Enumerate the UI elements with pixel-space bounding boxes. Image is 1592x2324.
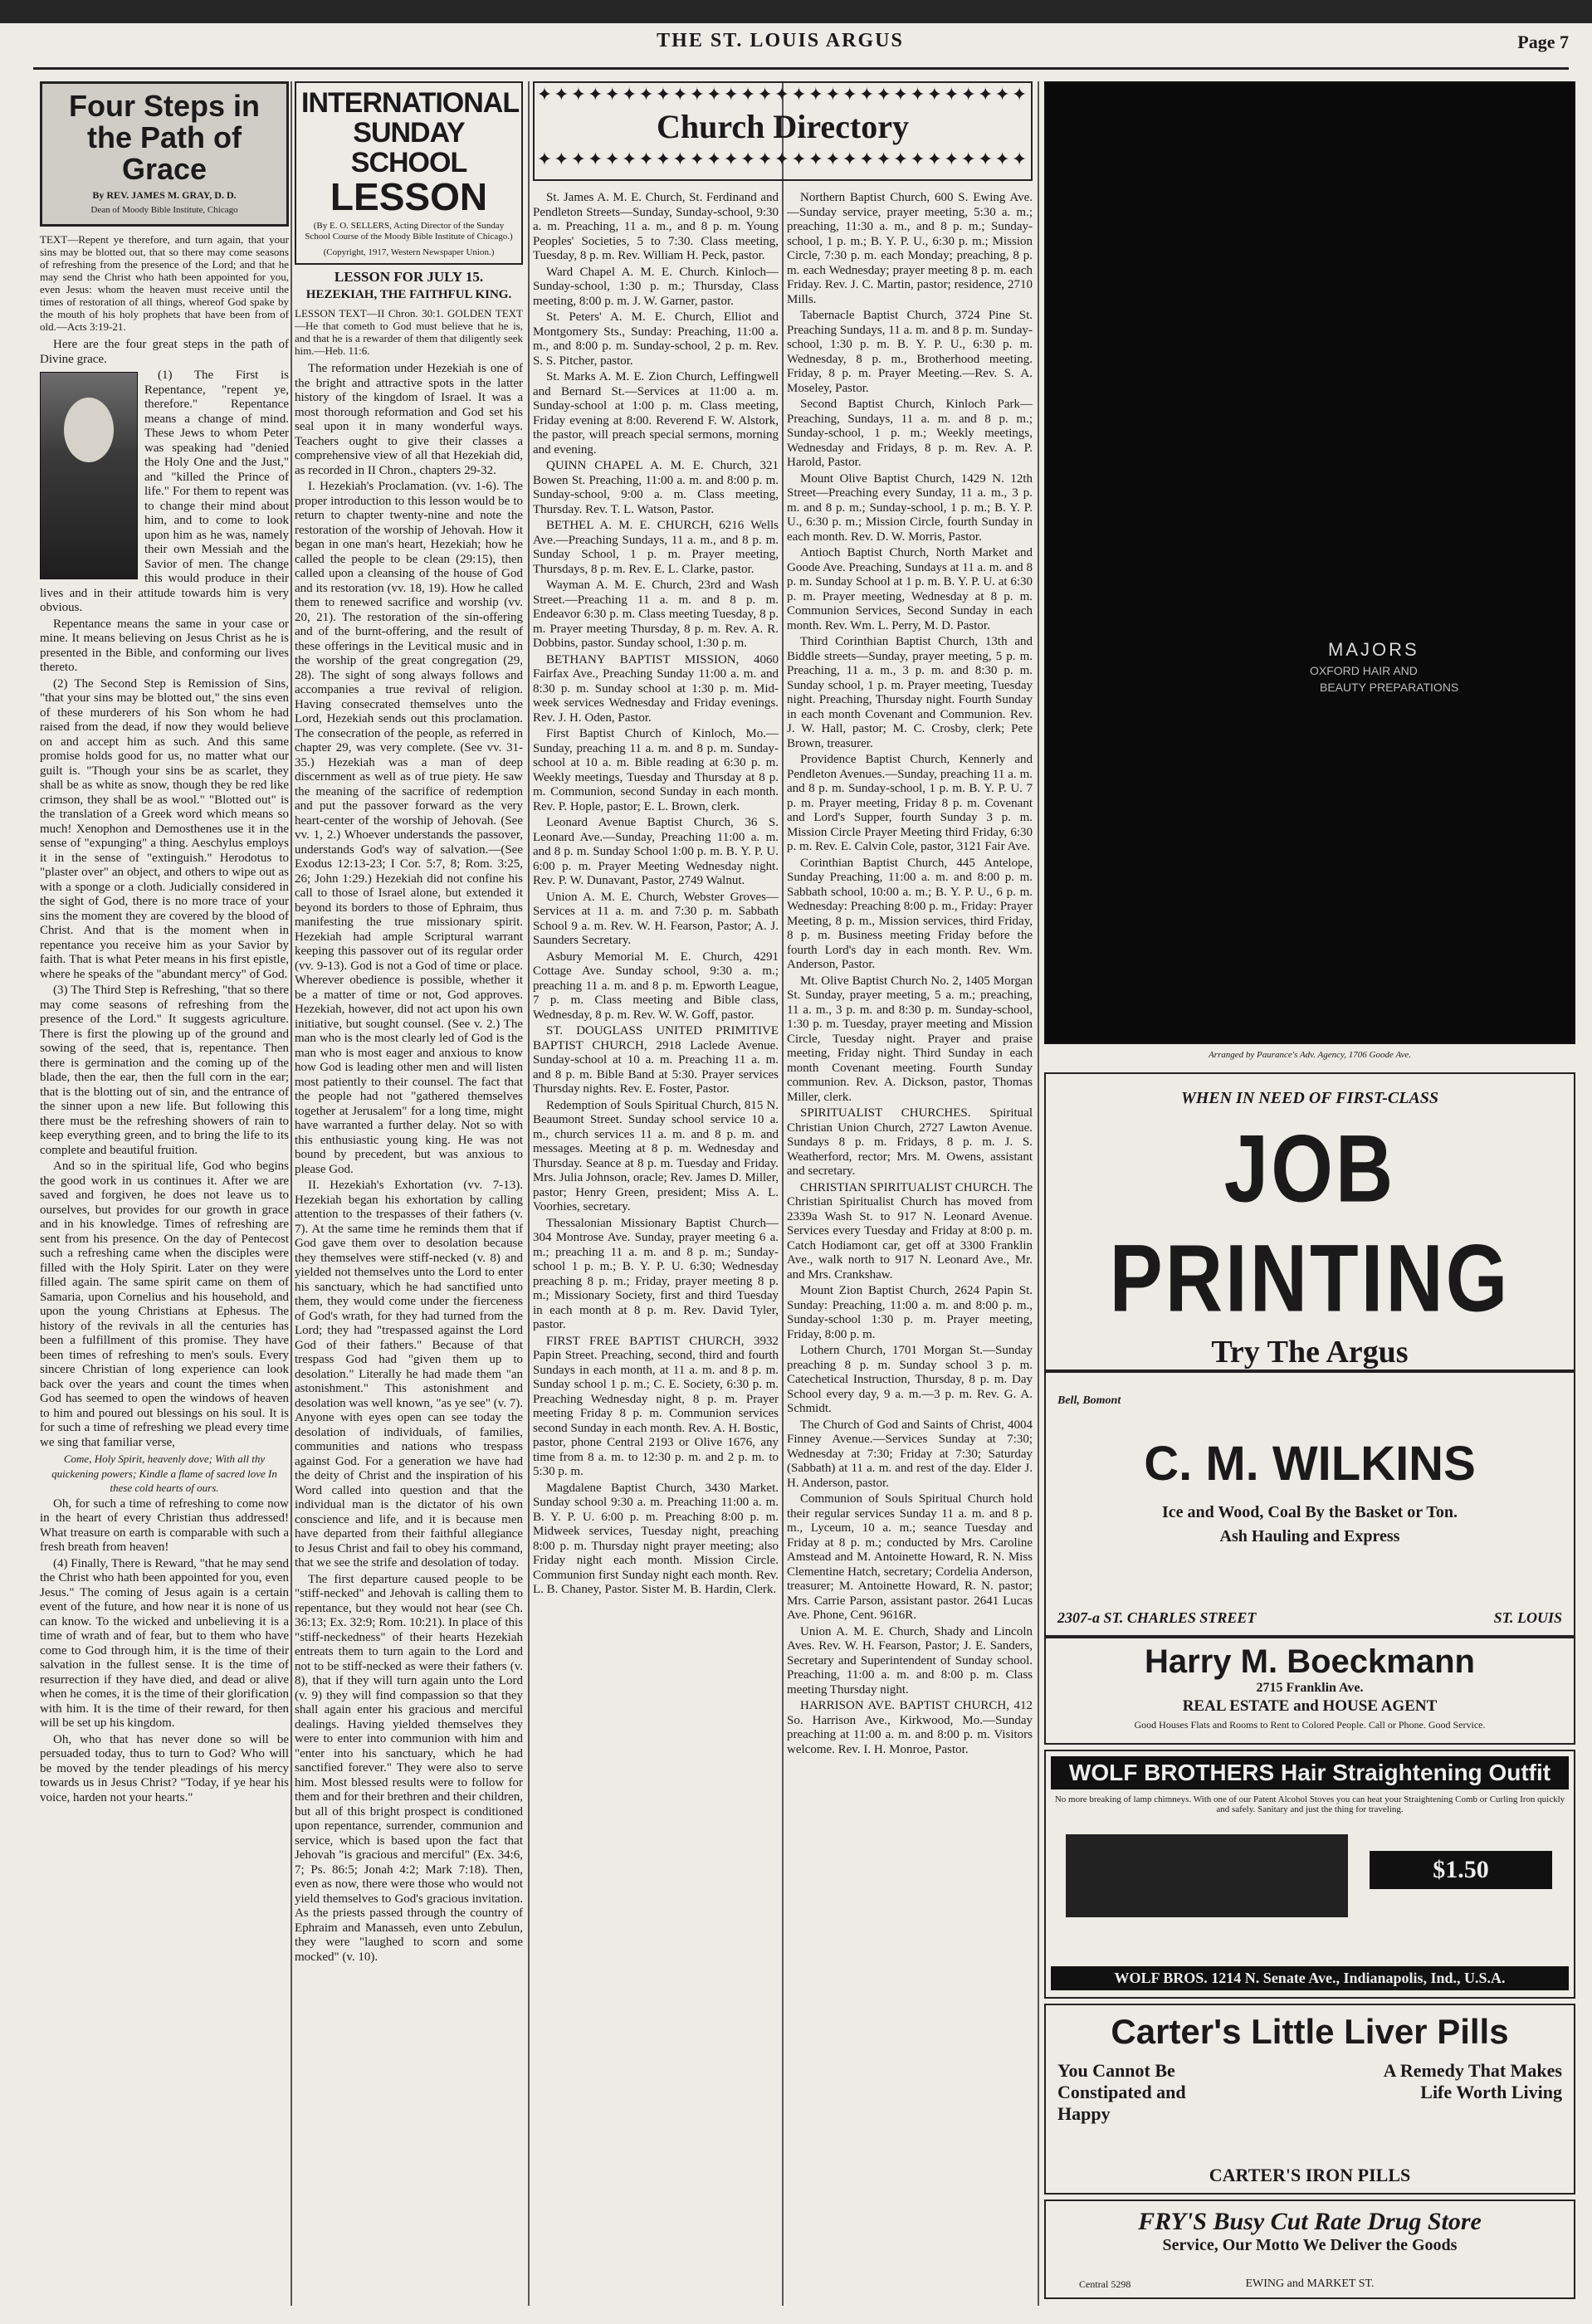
frys-title: FRY'S Busy Cut Rate Drug Store bbox=[1138, 2208, 1482, 2235]
wilkins-ad bbox=[1044, 1371, 1575, 1637]
frys-slogan: Service, Our Motto We Deliver the Goods bbox=[1162, 2236, 1458, 2254]
page-number: Page 7 bbox=[1517, 32, 1569, 52]
paragraph: (1) The First is Repentance, "repent ye, therefore." Repentance means a change of mind. These Jews to whom Peter was speaking had "denied the Holy One and the Just," and "killed the Prince of life." For them to repent was to change their mind about him, and to come to look upon him as he was, namely their own Messiah and the Savior of men. The change this would produce in their lives and in their attitude towards him is very obvious. bbox=[40, 369, 289, 614]
star-border: ✦✦✦✦✦✦✦✦✦✦✦✦✦✦✦✦✦✦✦✦✦✦✦✦✦✦✦✦✦ bbox=[536, 84, 1029, 105]
church-listing: Third Corinthian Baptist Church, 13th and Biddle streets—Sunday, prayer meeting, 5 p. m. Preaching, 11 a. m., 3 p. m. and 8:30 p. m. Sunday school, 1 p. m. Prayer meeting, Tuesday night. Preaching, Thursday night. Fourth Sunday in each month Covenant and Communion. Rev. J. W. Hall, pastor; M. C. Crosby, clerk; Pete Brown, treasurer. bbox=[787, 635, 1033, 750]
paragraph: (4) Finally, There is Reward, "that he may send the Christ who hath been appointed for you, even Jesus." The coming of Jesus again is a certain event of the future, and how near it is none of us can know. To the wicked and unbelieving it is a time of wrath and of fear, but to them who have come to God through him, it is the time of their salvation in the fullest sense. It is the time of resurrection if they have died, and dead or alive when he comes, it is the time of their glorification with him. It is the time of their reward, for then will be set up his kingdom. bbox=[40, 1556, 289, 1730]
star-border: ✦✦✦✦✦✦✦✦✦✦✦✦✦✦✦✦✦✦✦✦✦✦✦✦✦✦✦✦✦ bbox=[536, 149, 1029, 169]
lesson-text: LESSON TEXT—II Chron. 30:1. GOLDEN TEXT—He that cometh to God must believe that he is, and that he is a rewarder of them that diligently seek him.—Heb. 11:6. bbox=[295, 307, 523, 357]
wilkins-line: Ash Hauling and Express bbox=[1219, 1527, 1400, 1545]
church-listing: Antioch Baptist Church, North Market and Goode Ave. Preaching, Sundays at 11 a. m. and 8 p. m. Sunday School at 1 p. m. B. Y. P. U. at 6:30 p. m. Prayer meeting, Wednesday at 8 p. m. Communion Services, Second Sunday in each month. Rev. Wm. L. Perry, M. D. Pastor. bbox=[787, 546, 1033, 632]
paragraph: Here are the four great steps in the path of Divine grace. bbox=[40, 338, 289, 366]
church-listing: Mount Zion Baptist Church, 2624 Papin St. Sunday: Preaching, 11:00 a. m. and 8:00 p. m., Sunday-school 1:30 p. m. Prayer meeting, Friday, 8:00 p. m. bbox=[787, 1284, 1033, 1341]
author-portrait bbox=[40, 372, 138, 579]
church-listing: Communion of Souls Spiritual Church hold their regular services Sunday 11 a. m. and 8 p. m., Lyceum, 10 a. m.; seance Tuesday and Friday at 8 p. m.; conducted by Mrs. Caroline Amstead and M. Antoinette Howard, R. N. Miss Clementine Hatch, secretary; Cordelia Anderson, treasurer; M. Antoinette Howard, R. N. pastor; Mrs. Carrie Parson, assistant pastor. 2641 Lucas Ave. Phone, Cent. 9616R. bbox=[787, 1492, 1033, 1622]
church-listing: Mount Olive Baptist Church, 1429 N. 12th Street—Preaching every Sunday, 11 a. m., 3 p. m. and 8 p. m.; Sunday-school, 1 p. m.; B. Y. P. U., 6:30 p. m.; Mission Circle, fourth Sunday in each month. Rev. D. W. Morris, Pastor. bbox=[787, 471, 1033, 544]
lesson-copyright: (Copyright, 1917, Western Newspaper Union.) bbox=[323, 247, 495, 257]
paper-name: THE ST. LOUIS ARGUS bbox=[657, 30, 904, 51]
frys-address: EWING and MARKET ST. bbox=[1245, 2278, 1375, 2290]
church-listing: Redemption of Souls Spiritual Church, 815 N. Beaumont Street. Sunday school service 10 a. m., church services 11 a. m. and 8 p. m. and messages. Meeting at 8 p. m. Wednesday and Thursday. Seance at 8 p. m. Tuesday and Friday. Mrs. Julia Johnson, oracle; Rev. James D. Miller, pastor; Henry Green, president; Miss A. L. Voorhies, secretary. bbox=[533, 1098, 779, 1213]
wolf-ad-description: No more breaking of lamp chimneys. With one of our Patent Alcohol Stoves you can heat your Straightening Comb or Curling Iron quickly and safely. Sanitary and just the thing for traveling. bbox=[1054, 1794, 1565, 1814]
byline: By REV. JAMES M. GRAY, D. D. bbox=[92, 189, 237, 201]
column-rule bbox=[1038, 81, 1039, 2306]
frys-phone: Central 5298 bbox=[1079, 2278, 1131, 2290]
carters-pills-ad bbox=[1044, 2004, 1575, 2195]
ad-agency-credit: Arranged by Paurance's Adv. Agency, 1706 Goode Ave. bbox=[1208, 1050, 1412, 1060]
boeckmann-ad bbox=[1044, 1637, 1575, 1745]
byline-affiliation: Dean of Moody Bible Institute, Chicago bbox=[90, 204, 238, 215]
church-listing: Union A. M. E. Church, Webster Groves—Services at 11 a. m. and 7:30 p. m. Sabbath School 9 a. m. Rev. W. H. Fearson, Pastor; A. J. Saunders Secretary. bbox=[533, 890, 779, 947]
lesson-title: HEZEKIAH, THE FAITHFUL KING. bbox=[305, 287, 512, 301]
article-title: Four Steps in the Path of Grace bbox=[68, 89, 260, 186]
paragraph: And so in the spiritual life, God who begins the good work in us continues it. After we are saved and forgiven, he does not leave us to ourselves, but provides for our growth in grace and in his knowledge. Times of refreshing are sent from his presence. On the day of Pentecost such a refreshing came when the disciples were filled with the Holy Spirit. Later on they were filled again. The same spirit came on them of Samaria, upon Cornelius and his household, and upon the young Christians at Ephesus. The history of the revivals in all the centuries has been a fulfillment of this promise. They have been times of refreshing to men's souls. Every sincere Christian of long experience can look back over the years and count the times when God has seemed to open the windows of heaven to him and poured out blessings on his soul. It is for such a time of refreshing we plead every time we sing that familiar verse, bbox=[40, 1160, 289, 1449]
job-ad-title: JOB PRINTING bbox=[1109, 1116, 1511, 1332]
frys-drug-store-ad bbox=[1044, 2200, 1575, 2299]
church-listing: St. James A. M. E. Church, St. Ferdinand and Pendleton Streets—Sunday, Sunday-school, 9:30 a. m. Preaching, 11 a. m., and 8 p. m. Young Peoples' Societies, 5 to 7:30. Class meeting, Tuesday, 8 p. m. Rev. William H. Peck, pastor. bbox=[533, 191, 779, 262]
boeckmann-slogan: Good Houses Flats and Rooms to Rent to Colored People. Call or Phone. Good Service. bbox=[1134, 1719, 1486, 1731]
job-printing-ad bbox=[1044, 1072, 1575, 1371]
majors-ad-title: MAJORS bbox=[1328, 639, 1419, 660]
paragraph: (2) The Second Step is Remission of Sins, "that your sins may be blotted out," the sins even of these murderers of his Son whom he had raised from the dead, if now they would believe on and accept him as such. And this same promise holds good for us, no matter what our guilt is. "Though your sins be as scarlet, they shall be as white as snow, though they be red like crimson, they shall be as wool." "Blotted out" is the translation of a Greek word which means so much! Xenophon and Demosthenes use it in the sense of "expunging" a thing. Aeschylus employs it in the sense of "extinguish." Herodotus to "plaster over" an object, and others to wipe out as with a sponge or a cloth. Judicially considered in the sight of God, there is no more trace of your sins the moment they are covered by the blood of Christ. And that is the moment when in repentance you receive him as your Savior by faith. That is what Peter means in his first epistle, where he speaks of the "abundant mercy" of God. bbox=[40, 676, 289, 981]
church-listing: St. Marks A. M. E. Zion Church, Leffingwell and Bernard St.—Services at 11:00 a. m. Sunday-school at 1:00 p. m. Class meeting, Friday evening at 8:00. Reverend F. W. Alstork, the pastor, will preach special sermons, morning and evening. bbox=[533, 370, 779, 456]
boeckmann-name: Harry M. Boeckmann bbox=[1145, 1643, 1475, 1680]
wilkins-name: C. M. WILKINS bbox=[1144, 1437, 1476, 1491]
church-listing: Northern Baptist Church, 600 S. Ewing Ave.—Sunday service, prayer meeting, 5:30 a. m.; preaching, 11:30 a. m., and 8 p. m.; Sunday-school, 1 p. m.; B. Y. P. U., 6:30 p. m.; Mission Circle, 7:30 p. m. each Monday; preaching, 8 p. m. each Wednesday; prayer meeting 8 p. m. each Friday. Rev. J. C. Martin, pastor; residence, 2710 Mills. bbox=[787, 191, 1033, 306]
church-listing: Wayman A. M. E. Church, 23rd and Wash Street.—Preaching 11 a. m. and 8 p. m. Endeavor 6:30 p. m. Class meeting Tuesday, 8 p. m. Prayer meeting Thursday, 8 p. m. Rev. A. R. Dobbins, pastor. Sunday school, 1:30 p. m. bbox=[533, 579, 779, 650]
wilkins-city: ST. LOUIS bbox=[1493, 1609, 1562, 1626]
church-listing: FIRST FREE BAPTIST CHURCH, 3932 Papin Street. Preaching, second, third and fourth Sundays in each month, at 11 a. m. and 8 p. m. Sunday school 1 p. m.; C. E. Society, 6:30 p. m. Preaching Wednesday night, 8 p. m. Prayer meeting Friday 8 p. m. Communion services second Sunday in each month. Rev. A. H. Bostic, pastor, phone Central 2193 or Olive 1676, any time from 8 a. m. to 12:30 p. m. and 2 p. m. to 5:30 p. m. bbox=[533, 1334, 779, 1478]
church-listing: HARRISON AVE. BAPTIST CHURCH, 412 So. Harrison Ave., Kirkwood, Mo.—Sunday preaching at 11:00 a. m. and 8:00 p. m. Visitors welcome. Rev. I. H. Monroe, Pastor. bbox=[787, 1699, 1033, 1756]
article-four-steps bbox=[40, 81, 289, 2306]
church-listing: Ward Chapel A. M. E. Church. Kinloch—Sunday-school, 1:30 p. m.; Thursday, Class meeting, 8:00 p. m. J. W. Garner, pastor. bbox=[533, 265, 779, 308]
article-sunday-school bbox=[295, 81, 523, 2306]
church-listing: Asbury Memorial M. E. Church, 4291 Cottage Ave. Sunday school, 9:30 a. m.; preaching 11 a. m. and 8 p. m. Epworth League, 7 p. m. Class meeting and Bible class, Wednesday, 8 p. m. Rev. W. W. Goff, pastor. bbox=[533, 950, 779, 1022]
comb-illustration bbox=[1066, 1834, 1348, 1917]
paragraph: Repentance means the same in your case or mine. It means believing on Jesus Christ as he is presented in the Bible, and conforming our lives thereto. bbox=[40, 617, 289, 674]
column-rule bbox=[782, 81, 784, 2306]
church-listing: Leonard Avenue Baptist Church, 36 S. Leonard Ave.—Sunday, Preaching 11:00 a. m. and 8 p. m. Sunday School 1:00 p. m. B. Y. P. U. 6:00 p. m. Prayer Meeting Wednesday night. Rev. P. W. Dunavant, Pastor, 2749 Walnut. bbox=[533, 816, 779, 887]
column-rule bbox=[528, 81, 530, 2306]
paragraph: (3) The Third Step is Refreshing, "that so there may come seasons of refreshing from the presence of the Lord." It suggests agriculture. There is first the plowing up of the ground and sowing of the seed, that is, repentance. Then there is germination and the coming up of the blade, then the ear, then the full corn in the ear; that is the blotting out of sin, and the entrance of the sinner upon a new life. But following this there must be the refreshing showers of rain to keep everything green, and to bring the life to its complete and beautiful fruition. bbox=[40, 984, 289, 1157]
church-listing: Second Baptist Church, Kinloch Park—Preaching, Sundays, 11 a. m. and 8 p. m.; Sunday-school, 1 p. m.; Weekly meetings, Wednesday and Fridays, 8 p. m. Rev. A. P. Harold, Pastor. bbox=[787, 398, 1033, 469]
church-listing: ST. DOUGLASS UNITED PRIMITIVE BAPTIST CHURCH, 2918 Laclede Avenue. Sunday-school at 10 a. m. Preaching 11 a. m. and 8 p. m. Bible Band at 5:30. Prayer services Thursday nights. Rev. E. Foster, Pastor. bbox=[533, 1024, 779, 1096]
paragraph: II. Hezekiah's Exhortation (vv. 7-13). Hezekiah began his exhortation by calling attention to the trespasses of their fathers (v. 7). At the same time he reminds them that if God gave them over to desolation because they themselves were stiff-necked (v. 8) and yielded not themselves unto the Lord to enter his sanctuary, which he had sanctified unto them, they would come under the fierceness of God's wrath, for they had turned from the Lord; they had "trespassed against the Lord God of their fathers." Because of that trespass God had "given them up to desolation." Literally he had made them "an astonishment." This astonishment and desolation was well known, "as ye see" (v. 7). Anyone with eyes open can see today the desolation of individuals, of families, communities and nations who trespass against God. For a generation we have had the deity of Christ and the inspiration of his Word called into question and that the individual man is the dictator of his own conscience and life, and it is because men have departed from their faithful allegiance to Jesus Christ and fail to obey his command, that we see the strife and desolation of today. bbox=[295, 1179, 523, 1570]
church-listing: BETHEL A. M. E. CHURCH, 6216 Wells Ave.—Preaching Sundays, 11 a. m., and 8 p. m. Sunday School, 1 p. m. Prayer meeting, Thursdays, 8 p. m. Rev. E. L. Clarke, pastor. bbox=[533, 519, 779, 576]
paragraph: Oh, who that has never done so will be persuaded today, thus to turn to God? Who will be moved by the tender pleadings of his mercy towards us in Jesus Christ? "Today, if ye hear his voice, harden not your hearts." bbox=[40, 1732, 289, 1804]
paragraph: Oh, for such a time of refreshing to come now in the heart of every Christian thus addressed! What treasure on earth is comparable with such a fresh breath from heaven! bbox=[40, 1496, 289, 1554]
majors-ad-line: OXFORD HAIR AND bbox=[1310, 664, 1418, 677]
lesson-header-sunday-school: SUNDAY SCHOOL bbox=[350, 117, 467, 178]
carters-iron-pills: CARTER'S IRON PILLS bbox=[1209, 2165, 1411, 2185]
church-listing: Corinthian Baptist Church, 445 Antelope, Sunday Preaching, 11:00 a. m. and 8:00 p. m. Sabbath school, 10:00 a. m.; B. Y. P. U., 6 p. m. Wednesday: Preaching 8:00 p. m., Friday: Prayer Meeting, 8 p. m., Mission services, third Friday, 8 p. m. Business meeting Friday before the fourth Lord's day in each month. Rev. Wm. Anderson, Pastor. bbox=[787, 856, 1033, 971]
church-listing: Thessalonian Missionary Baptist Church—304 Montrose Ave. Sunday, prayer meeting 6 a. m.; preaching 11 a. m. and 8 p. m.; Sunday-school 1 p. m.; B. Y. P. U. 6:30; Wednesday preaching 8 p. m.; Friday, prayer meeting 8 p. m.; Missionary Society, first and third Tuesday in each month at 8 p. m. Rev. David Tyler, pastor. bbox=[533, 1216, 779, 1331]
church-listing: SPIRITUALIST CHURCHES. Spiritual Christian Union Church, 2727 Lawton Avenue. Sundays 8 p. m. Fridays, 8 p. m. J. S. Weatherford, rector; Mrs. M. Owens, assistant and secretary. bbox=[787, 1106, 1033, 1178]
church-listing: Magdalene Baptist Church, 3430 Market. Sunday school 9:30 a. m. Preaching 11:00 a. m. B. Y. P. U. 6:00 p. m. Preaching 8:00 p. m. Midweek services, Tuesday night, preaching 8:00 p. m. Thursday night prayer meeting; also Friday night each month. Mission Circle. Communion first Sunday night each month. Rev. L. B. Chaney, Pastor. Sister M. B. Hardin, Clerk. bbox=[533, 1481, 779, 1596]
lesson-header-lesson: LESSON bbox=[330, 175, 488, 218]
majors-ad-line: BEAUTY PREPARATIONS bbox=[1320, 681, 1459, 694]
wilkins-address: 2307-a ST. CHARLES STREET bbox=[1057, 1609, 1257, 1626]
church-listing: Tabernacle Baptist Church, 3724 Pine St. Preaching Sundays, 11 a. m. and 8 p. m. Sunday-school, 1:30 p. m. B. Y. P. U., 6:30 p. m. Wednesday, 8 p. m., Brotherhood meeting. Friday, 8 p. m. Prayer Meeting.—Rev. S. A. Moseley, Pastor. bbox=[787, 309, 1033, 395]
lesson-header-international: INTERNATIONAL bbox=[301, 87, 520, 119]
job-ad-tagline: Try The Argus bbox=[1211, 1335, 1409, 1370]
carters-left-text: You Cannot Be Constipated and Happy bbox=[1057, 2060, 1186, 2124]
church-listing: First Baptist Church of Kinloch, Mo.—Sunday, preaching 11 a. m. and 8 p. m. Sunday-school at 10 a. m. Bible reading at 6:30 p. m. Weekly meetings, Tuesday and Thursday at 8 p. m. Communion, second Sunday in each month. Rev. P. Hople, pastor; E. L. Brown, clerk. bbox=[533, 727, 779, 813]
wilkins-phone: Bell, Bomont bbox=[1057, 1394, 1121, 1407]
article-title-box bbox=[40, 81, 289, 227]
job-ad-heading: WHEN IN NEED OF FIRST-CLASS bbox=[1180, 1089, 1439, 1107]
church-listing: Union A. M. E. Church, Shady and Lincoln Aves. Rev. W. H. Fearson, Pastor; J. E. Sanders, Secretary and Superintendent of Sunday school. Preaching, 11:00 a. m. and 8:00 p. m. Class meeting Thursday night. bbox=[787, 1624, 1033, 1697]
church-listing: Lothern Church, 1701 Morgan St.—Sunday preaching 8 p. m. Sunday school 3 p. m. Catechetical Instruction, Thursday, 8 p. m. Day School every day, 9 a. m.—3 p. m. Rev. G. A. Schmidt. bbox=[787, 1344, 1033, 1415]
church-directory-header bbox=[533, 81, 1033, 181]
scripture-text: TEXT—Repent ye therefore, and turn again, that your sins may be blotted out, that so there may come seasons of refreshing from the presence of the Lord; and that he may send the Christ who hath been appointed for you, even Jesus: whom the heaven must receive until the times of restoration of all things, whereof God spake by the mouth of his holy prophets that have been from of old.—Acts 3:19-21. bbox=[40, 233, 289, 333]
boeckmann-business: REAL ESTATE and HOUSE AGENT bbox=[1182, 1697, 1438, 1715]
majors-ad-photo bbox=[1044, 81, 1575, 1044]
church-listing: The Church of God and Saints of Christ, 4004 Finney Avenue.—Services Sunday at 7:30; Wednesday at 7:30; Friday at 7:30; Saturday (Sabbath) at 11 a. m. and rest of the day. Elder J. H. Anderson, pastor. bbox=[787, 1418, 1033, 1490]
church-listing: St. Peters' A. M. E. Church, Elliot and Montgomery Sts., Sunday: Preaching, 11:00 a. m., and 8:00 p. m. Sunday-school, 2 p. m. Rev. S. S. Pitcher, pastor. bbox=[533, 310, 779, 368]
wolf-ad-title: WOLF BROTHERS Hair Straightening Outfit bbox=[1051, 1756, 1569, 1789]
paragraph: The first departure caused people to be "stiff-necked" and Jehovah is calling them to repentance, but they would not hear (see Ch. 36:13; Ex. 32:9; Rom. 10:21). In place of this "stiff-neckedness" of their hearts Hezekiah entreats them to turn again to the Lord and not to be stiff-necked as were their fathers (v. 8), that if they will turn again unto the Lord (v. 9) they will find compassion so that they shall again enter his gracious and merciful dealings. Having yielded themselves they were to enter into communion with him and "enter into his sanctuary, which he had sanctified forever." They were also to serve him. Most blessed results were to follow for them and for their brethren and their children, but all of this bright prospect is conditioned upon repentance, surrender, communion and service, which is based upon the fact that Jehovah "is gracious and merciful" (Ex. 34:6, 7; Ps. 86:5; Jonah 4:2; Mark 7:18). Then, even as now, there were those who would not yield themselves to God's gracious invitation. As the priests passed through the country of Ephraim and Manasseh, even unto Zebulun, they were "laughed to scorn and some mocked" (v. 10). bbox=[295, 1572, 523, 1964]
boeckmann-address: 2715 Franklin Ave. bbox=[1256, 1681, 1364, 1695]
church-directory-title: Church Directory bbox=[656, 108, 910, 145]
scan-top-edge bbox=[0, 0, 1592, 23]
masthead bbox=[33, 23, 1569, 70]
wolf-ad-address: WOLF BROS. 1214 N. Senate Ave., Indianapolis, Ind., U.S.A. bbox=[1051, 1966, 1569, 1990]
wolf-brothers-ad bbox=[1044, 1750, 1575, 1999]
lesson-header bbox=[295, 81, 523, 265]
verse: Come, Holy Spirit, heavenly dove; With all thy quickening powers; Kindle a flame of sacred love In these cold hearts of ours. bbox=[51, 1452, 277, 1494]
church-listing: QUINN CHAPEL A. M. E. Church, 321 Bowen St. Preaching, 11:00 a. m. and 8:00 p. m. Sunday-school, 9:00 a. m. Class meeting, Thursday. Rev. T. L. Watson, Pastor. bbox=[533, 459, 779, 516]
church-listing: BETHANY BAPTIST MISSION, 4060 Fairfax Ave., Preaching Sunday 11:00 a. m. and 8:30 p. m. Sunday school at 1:30 p. m. Mid-week services Wednesday and Friday evenings. Rev. J. H. Oden, Pastor. bbox=[533, 652, 779, 725]
paragraph: I. Hezekiah's Proclamation. (vv. 1-6). The proper introduction to this lesson would be to return to chapter twenty-nine and note the restoration of the worship of Jehovah. How it began in one man's heart, Hezekiah; how he called the people to be clean (29:15), then called upon a cleansing of the house of God and its restoration (vv. 18, 19). How he called them to renewed sacrifice and worship (vv. 20, 21). The restoration of the sin-offering and of the burnt-offering, and the result of these offerings in the Levitical music and in the worship of the great congregation (29, 28). The sight of song always follows and accompanies a true revival of religion. Having consecrated themselves unto the Lord, Hezekiah sends out this proclamation. The consecration of the people, as referred in chapter 29, was very complete. (See vv. 31-35.) Hezekiah was a man of deep discernment as well as of true piety. He saw the meaning of the sacrifice of redemption and put the passover forward as the very heart-center of the worship of Jehovah. (See vv. 1, 2.) Whoever understands the passover, understands God's way of salvation.—(See Exodus 12:13-23; I Cor. 5:7, 8; Rom. 3:25, 26; John 1:29.) Hezekiah did not confine his call to those of Israel alone, but extended it beyond its borders to those of Ephraim, thus manifesting the true missionary spirit. Hezekiah had ample Scriptural warrant keeping this passover out of its regular order (vv. 9-13). God is not a God of time or place. Wherever obedience is possible, whether it be a matter of time or not, God approves. Hezekiah, however, did not act upon his own initiative, but sought counsel. (See v. 2.) The man who is the most clearly led of God is the man who is most eager and anxious to know how God is leading other men and will listen most patiently to their counsel. The fact that the people had not "gathered themselves together at Jerusalem" for a long time, might have warranted a further delay. Not so with this enthusiastic young king. He was not bound by precedent, but was anxious to please God. bbox=[295, 480, 523, 1176]
paragraph: The reformation under Hezekiah is one of the bright and attractive spots in the latter history of the kingdom of Israel. It was a most thorough reformation and God set his seal upon it in many wonderful ways. Teachers ought to give their classes a comprehensive view of all that Hezekiah did, as recorded in II Chron., chapters 29-32. bbox=[295, 362, 523, 477]
directory-column-right bbox=[787, 191, 1033, 2307]
wilkins-line: Ice and Wood, Coal By the Basket or Ton. bbox=[1161, 1503, 1458, 1521]
column-rule bbox=[291, 81, 292, 2306]
church-listing: Providence Baptist Church, Kennerly and Pendleton Avenues.—Sunday, preaching 11 a. m. and 8 p. m. Sunday-school, 1 p. m. B. Y. P. U. 7 p. m. Prayer meeting, Friday 8 p. m. Covenant and Lord's Supper, fourth Sunday 3 p. m. Mission Circle Prayer Meeting third Friday, 6:30 p. m. Rev. E. Calvin Cole, pastor, 3121 Fair Ave. bbox=[787, 753, 1033, 853]
lesson-credit: (By E. O. SELLERS, Acting Director of the Sunday School Course of the Moody Bible Institute of Chicago.) bbox=[305, 221, 513, 242]
lesson-date: LESSON FOR JULY 15. bbox=[334, 269, 484, 285]
carters-right-text: A Remedy That Makes Life Worth Living bbox=[1383, 2060, 1562, 2102]
wolf-ad-price: $1.50 bbox=[1370, 1851, 1552, 1889]
church-listing: Mt. Olive Baptist Church No. 2, 1405 Morgan St. Sunday, prayer meeting, 5 a. m.; preaching, 11 a. m., 3 p. m. and 8:30 p. m. Sunday-school, 1:30 p. m. Tuesday, prayer meeting and Mission Circle, Tuesday night. Prayer and praise meeting, Friday night. Third Sunday in each month Covenant meeting. Fourth Sunday communion. Rev. A. Dickson, pastor, Thomas Miller, clerk. bbox=[787, 974, 1033, 1104]
directory-column-left bbox=[533, 191, 779, 2307]
carters-title: Carter's Little Liver Pills bbox=[1111, 2012, 1509, 2051]
church-listing: CHRISTIAN SPIRITUALIST CHURCH. The Christian Spiritualist Church has moved from 2339a Wash St. to 917 N. Leonard Avenue. Services every Tuesday and Friday at 8:00 p. m. Catch Hodiamont car, get off at 3300 Franklin Ave., walk north to 917 N. Leonard Ave., Mr. and Mrs. Crankshaw. bbox=[787, 1180, 1033, 1282]
